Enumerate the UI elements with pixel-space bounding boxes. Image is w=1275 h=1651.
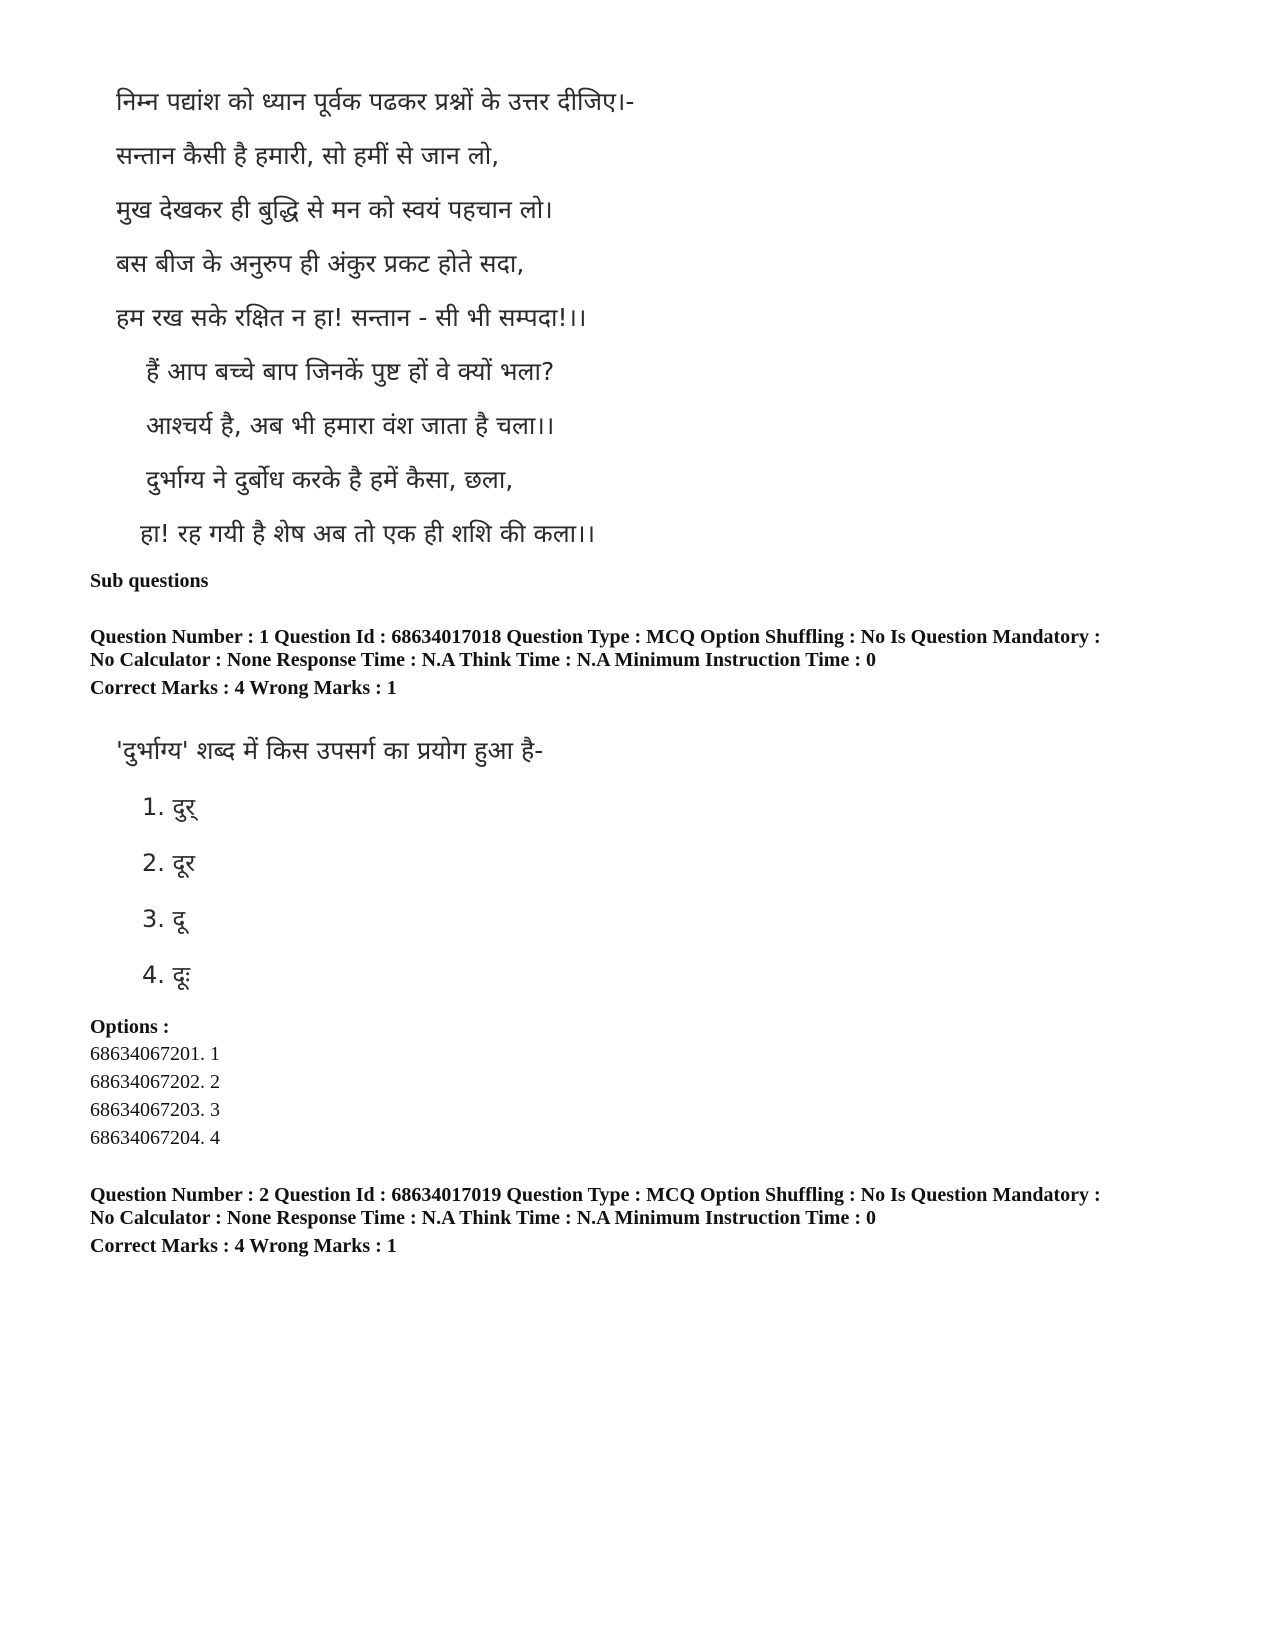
q1-meta-line-2: No Calculator : None Response Time : N.A Think Time : N.A Minimum Instruction Time : 0: [90, 649, 876, 671]
passage-line-1: सन्तान कैसी है हमारी, सो हमीं से जान लो,: [116, 141, 500, 170]
q2-meta-line-2: No Calculator : None Response Time : N.A Think Time : N.A Minimum Instruction Time : 0: [90, 1207, 876, 1229]
q1-option-1: 68634067201. 1: [90, 1043, 220, 1065]
q1-options-label: Options :: [90, 1016, 170, 1038]
q1-choice-4: 4. दूः: [142, 961, 191, 989]
passage-line-8: हा! रह गयी है शेष अब तो एक ही शशि की कला।।: [140, 519, 596, 548]
q1-marks: Correct Marks : 4 Wrong Marks : 1: [90, 677, 397, 699]
passage-line-4: हम रख सके रक्षित न हा! सन्तान - सी भी सम्पदा!।।: [116, 303, 587, 332]
q2-meta-line-1: Question Number : 2 Question Id : 68634017019 Question Type : MCQ Option Shuffling : No Is Question Mandatory :: [90, 1184, 1101, 1206]
passage-line-7: दुर्भाग्य ने दुर्बोध करके है हमें कैसा, छला,: [146, 465, 514, 494]
q1-option-4: 68634067204. 4: [90, 1127, 220, 1149]
sub-questions-heading: Sub questions: [90, 570, 209, 592]
q1-option-2: 68634067202. 2: [90, 1071, 220, 1093]
q2-marks: Correct Marks : 4 Wrong Marks : 1: [90, 1235, 397, 1257]
passage-line-5: हैं आप बच्चे बाप जिनकें पुष्ट हों वे क्यों भला?: [146, 357, 555, 386]
q1-option-3: 68634067203. 3: [90, 1099, 220, 1121]
passage-line-3: बस बीज के अनुरुप ही अंकुर प्रकट होते सदा,: [116, 249, 525, 278]
q1-question-text: 'दुर्भाग्य' शब्द में किस उपसर्ग का प्रयोग हुआ है-: [116, 736, 544, 765]
passage-line-2: मुख देखकर ही बुद्धि से मन को स्वयं पहचान लो।: [116, 195, 553, 224]
passage-instruction: निम्न पद्यांश को ध्यान पूर्वक पढकर प्रश्नों के उत्तर दीजिए।-: [116, 87, 635, 116]
q1-choice-1: 1. दुर्: [142, 793, 196, 821]
q1-meta-line-1: Question Number : 1 Question Id : 68634017018 Question Type : MCQ Option Shuffling : No Is Question Mandatory :: [90, 626, 1101, 648]
q1-choice-3: 3. दू: [142, 905, 186, 933]
q1-choice-2: 2. दूर: [142, 849, 196, 877]
passage-line-6: आश्चर्य है, अब भी हमारा वंश जाता है चला।।: [146, 411, 555, 440]
